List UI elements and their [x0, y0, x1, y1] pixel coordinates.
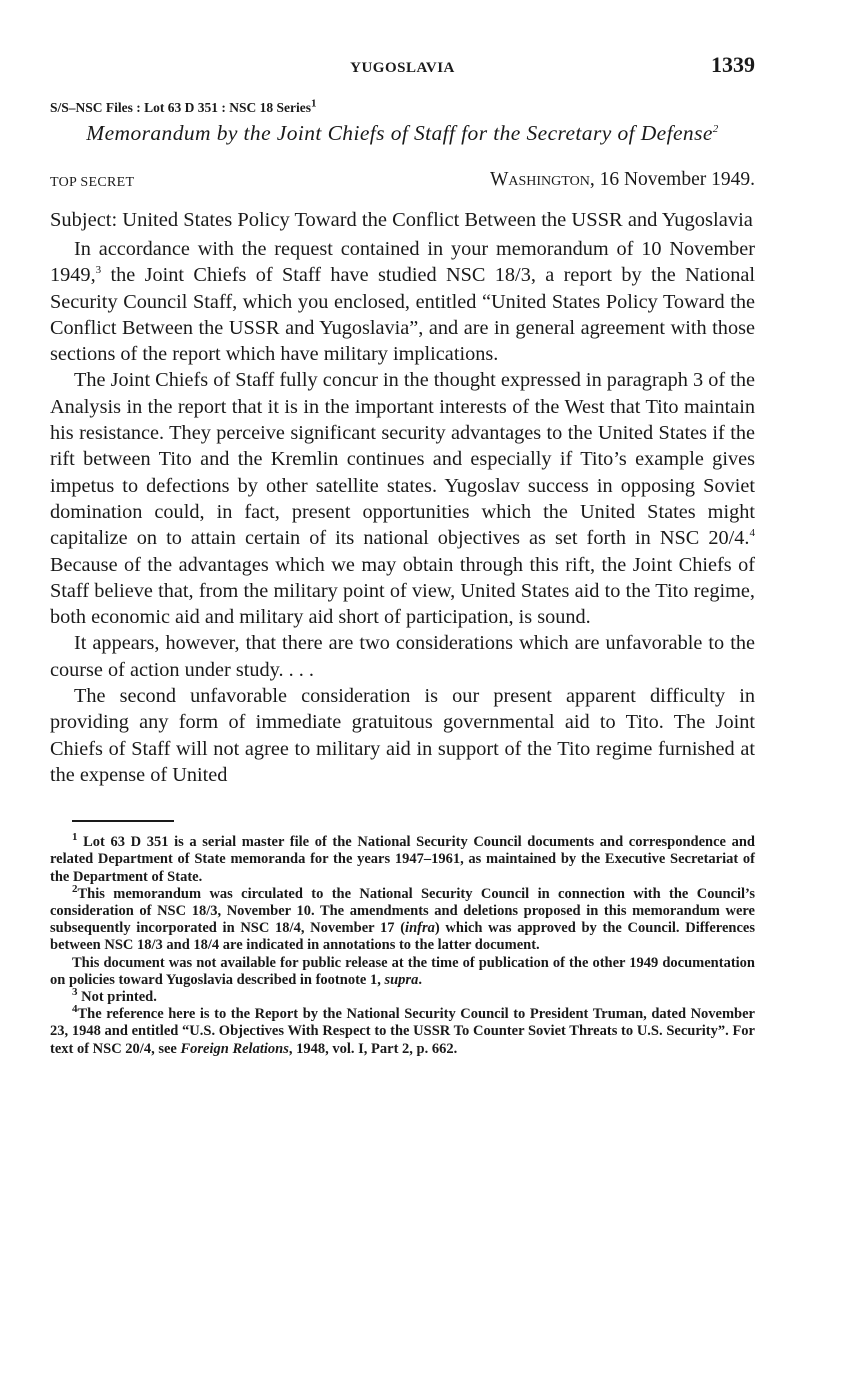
footnote-mark-1: 1	[311, 97, 317, 110]
footnote-number: 3	[72, 986, 78, 999]
body-paragraph-2	[50, 367, 755, 630]
body-text: In accordance with the request contained in your memorandum of 10 November 1949,	[50, 238, 755, 287]
page-number: 1339	[711, 52, 755, 77]
footnote-mark-4: 4	[749, 527, 755, 540]
footnote-text: , 1948, vol. I, Part 2, p. 662.	[288, 1040, 458, 1057]
subject-line: Subject: United States Policy Toward the Conflict Between the USSR and Yugoslavia	[50, 209, 753, 231]
footnote-text-italic: Foreign Relations	[180, 1040, 289, 1057]
footnote-text: Lot 63 D 351 is a serial master file of the National Security Council documents and correspondence and related Department of State memoranda for the years 1947–1961, as maintained by the Executive Secretariat of the Department of State.	[50, 834, 755, 885]
footnote-text-italic: supra	[384, 971, 419, 988]
classification-row	[50, 169, 755, 197]
dateline-date: , 16 November 1949.	[589, 169, 755, 190]
footnote-3	[50, 986, 755, 1006]
file-reference	[50, 97, 755, 116]
dateline-place: Washington	[489, 169, 590, 190]
footnote-text: This document was not available for public release at the time of publication of the other 1949 documentation on policies toward Yugoslavia described in footnote 1,	[50, 954, 755, 988]
body-paragraph-1	[50, 236, 755, 367]
file-reference-text: S/S–NSC Files : Lot 63 D 351 : NSC 18 Series	[50, 100, 312, 115]
footnote-number: 4	[72, 1003, 78, 1016]
footnote-mark-2: 2	[712, 122, 719, 135]
classification-label: TOP SECRET	[50, 175, 135, 190]
body-text: The Joint Chiefs of Staff fully concur in the thought expressed in paragraph 3 of the Analysis in the report that it is in the important interests of the West that Tito maintain his resistance. They perceive significant security advantages to the United States if the rift between Tito and the Kremlin continues and especially if Tito’s example gives impetus to defections by other satellite states. Yugoslav success in opposing Soviet domination could, in fact, present opportunities which the United States might capitalize on to attain certain of its national objectives as set forth in NSC 20/4.	[50, 369, 755, 550]
running-head	[50, 50, 755, 84]
footnote-2-continued	[50, 955, 755, 989]
dateline	[490, 169, 755, 191]
footnote-text: ) which was approved by the Council. Differences between NSC 18/3 and 18/4 are indicated in annotations to the latter document.	[50, 920, 755, 954]
body-paragraph-3: It appears, however, that there are two considerations which are unfavorable to the course of action under study. . . .	[50, 632, 755, 681]
footnote-text: This memorandum was circulated to the National Security Council in connection with the Council’s consideration of NSC 18/3, November 10. The amendments and deletions proposed in this memorandum were subsequently incorporated in NSC 18/4, November 17 (	[50, 885, 755, 937]
body-text: Because of the advantages which we may obtain through this rift, the Joint Chiefs of Staff believe that, from the military point of view, United States aid to the Tito regime, both economic aid and military aid short of participation, is sound.	[50, 553, 755, 629]
footnote-text: Not printed.	[77, 989, 157, 1006]
body-text: the Joint Chiefs of Staff have studied NSC 18/3, a report by the National Security Council Staff, which you enclosed, entitled “United States Policy Toward the Conflict Between the USSR and Yugoslavia”, and are in general agreement with those sections of the report which have military implications.	[50, 264, 755, 366]
footnote-number: 1	[72, 831, 78, 844]
running-head-title: YUGOSLAVIA	[350, 60, 455, 76]
footnote-rule	[72, 820, 174, 822]
footnote-4	[50, 1003, 755, 1058]
footnote-2	[50, 883, 755, 955]
footnote-text-italic: infra	[405, 920, 435, 937]
document-title-text: Memorandum by the Joint Chiefs of Staff for the Secretary of Defense	[86, 121, 713, 145]
document-page	[50, 50, 755, 1058]
footnote-text: .	[418, 971, 422, 988]
body-paragraph-4: The second unfavorable consideration is our present apparent difficulty in providing any form of immediate gratuitous governmental aid to Tito. The Joint Chiefs of Staff will not agree to military aid in support of the Tito regime furnished at the expense of United	[50, 685, 755, 786]
footnote-number: 2	[72, 883, 78, 896]
footnote-1	[50, 831, 755, 886]
footnote-text: The reference here is to the Report by the National Security Council to President Truman, dated November 23, 1948 and entitled “U.S. Objectives With Respect to the USSR To Counter Soviet Threats to U.S. Security”. For text of NSC 20/4, see	[50, 1006, 755, 1057]
document-title	[50, 120, 755, 147]
footnote-mark-3: 3	[95, 264, 102, 277]
